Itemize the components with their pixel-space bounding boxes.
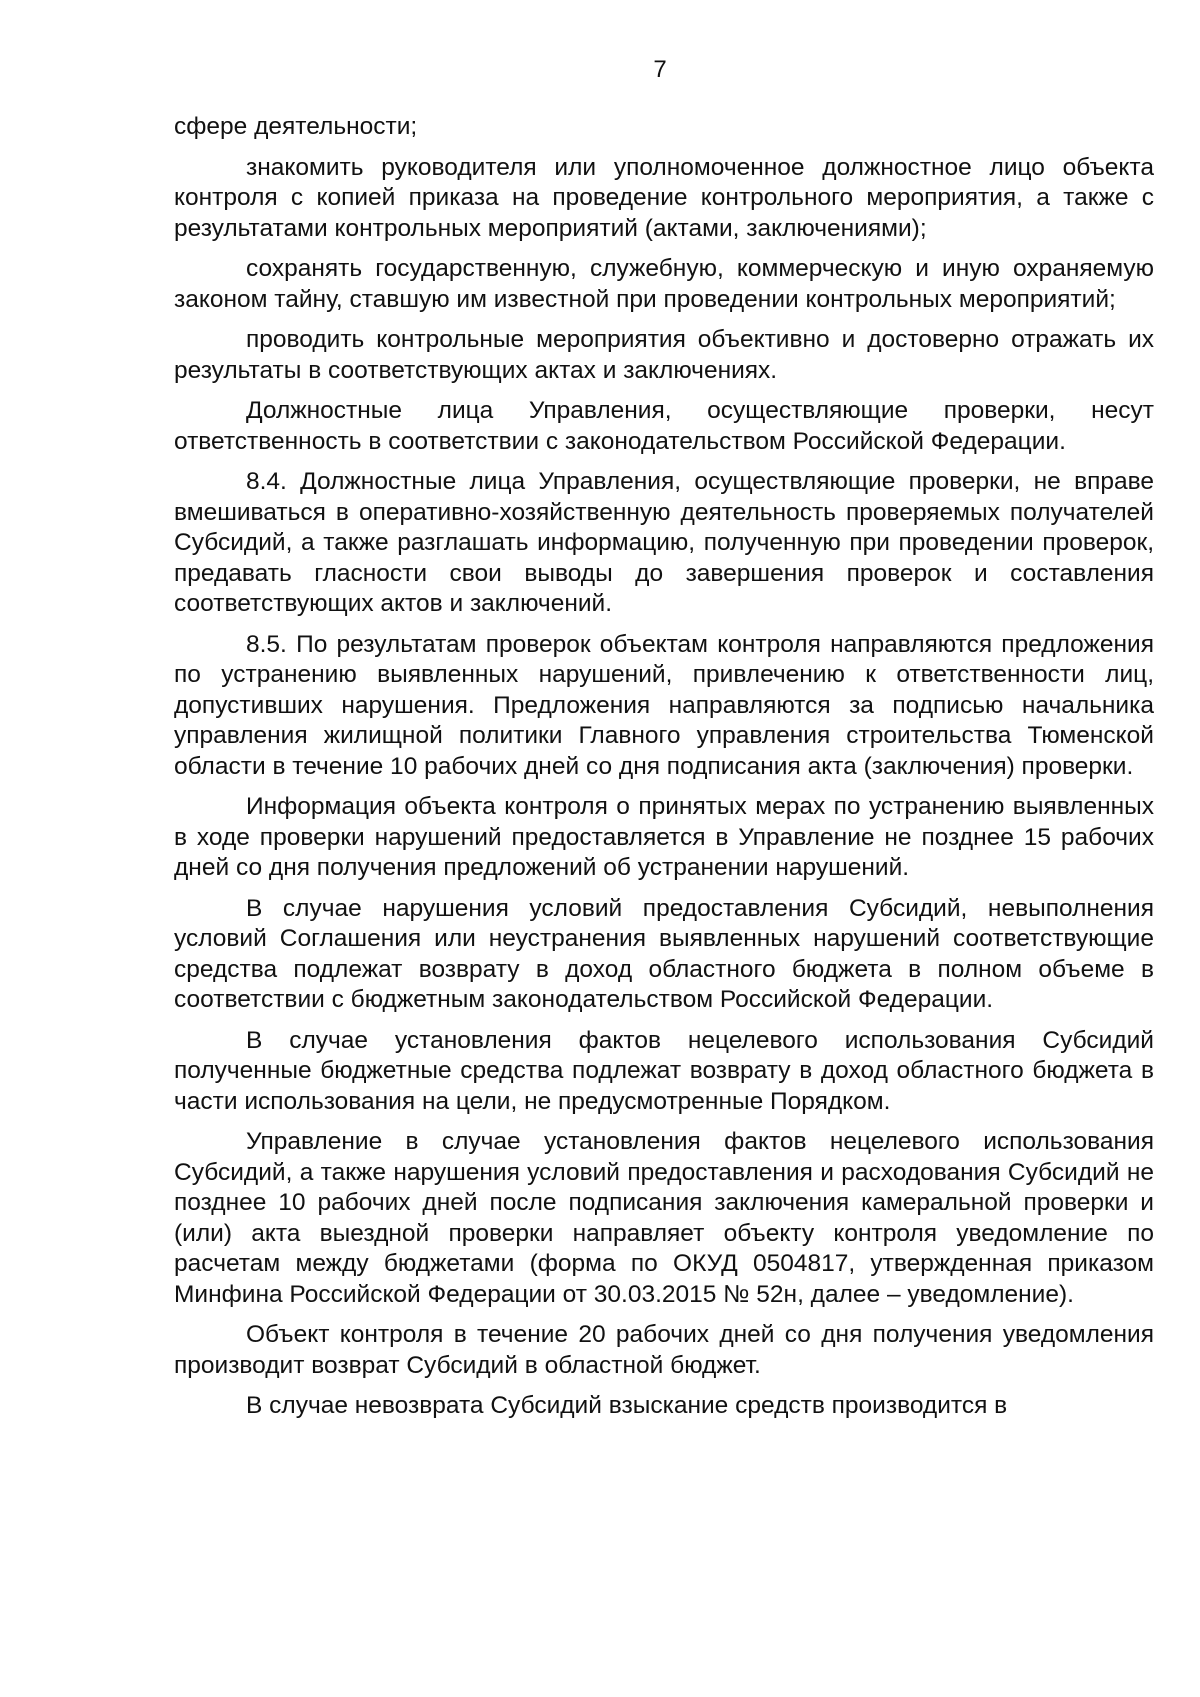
page-number: 7 bbox=[653, 56, 667, 83]
paragraph: сфере деятельности; bbox=[174, 113, 418, 140]
paragraph: В случае установления фактов нецелевого использования Субсидий полученные бюджетные средства подлежат возврату в доход областного бюджета в части использования на цели, не предусмотренные Порядком. bbox=[174, 1026, 1154, 1115]
paragraph: проводить контрольные мероприятия объективно и достоверно отражать их результаты в соответствующих актах и заключениях. bbox=[174, 326, 1154, 384]
paragraph: сохранять государственную, служебную, коммерческую и иную охраняемую законом тайну, ставшую им известной при проведении контрольных мероприятий; bbox=[174, 255, 1154, 313]
paragraph: Должностные лица Управления, осуществляющие проверки, несут ответственность в соответствии с законодательством Российской Федерации. bbox=[174, 397, 1154, 455]
paragraph: В случае невозврата Субсидий взыскание средств производится в bbox=[246, 1392, 1008, 1419]
paragraph: знакомить руководителя или уполномоченное должностное лицо объекта контроля с копией приказа на проведение контрольного мероприятия, а также с результатами контрольных мероприятий (актами, заключениями); bbox=[174, 153, 1154, 242]
paragraph: Информация объекта контроля о принятых мерах по устранению выявленных в ходе проверки нарушений предоставляется в Управление не позднее 15 рабочих дней со дня получения предложений об устранении нарушений. bbox=[174, 793, 1154, 881]
paragraph: 8.4. Должностные лица Управления, осуществляющие проверки, не вправе вмешиваться в оперативно-хозяйственную деятельность проверяемых получателей Субсидий, а также разглашать информацию, полученную при проведении проверок, предавать гласности свои выводы до завершения проверок и составления соответствующих актов и заключений. bbox=[174, 468, 1154, 617]
document-body bbox=[174, 112, 1154, 1422]
paragraph: В случае нарушения условий предоставления Субсидий, невыполнения условий Соглашения или неустранения выявленных нарушений соответствующие средства подлежат возврату в доход областного бюджета в полном объеме в соответствии с бюджетным законодательством Российской Федерации. bbox=[174, 894, 1154, 1013]
paragraph: Управление в случае установления фактов нецелевого использования Субсидий, а также нарушения условий предоставления и расходования Субсидий не позднее 10 рабочих дней после подписания заключения камеральной проверки и (или) акта выездной проверки направляет объекту контроля уведомление по расчетам между бюджетами (форма по ОКУД 0504817, утвержденная приказом Минфина Российской Федерации от 30.03.2015 № 52н, далее – уведомление). bbox=[174, 1128, 1154, 1308]
paragraph: Объект контроля в течение 20 рабочих дней со дня получения уведомления производит возврат Субсидий в областной бюджет. bbox=[174, 1321, 1154, 1379]
paragraph: 8.5. По результатам проверок объектам контроля направляются предложения по устранению выявленных нарушений, привлечению к ответственности лиц, допустивших нарушения. Предложения направляются за подписью начальника управления жилищной политики Главного управления строительства Тюменской области в течение 10 рабочих дней со дня подписания акта (заключения) проверки. bbox=[174, 630, 1154, 780]
